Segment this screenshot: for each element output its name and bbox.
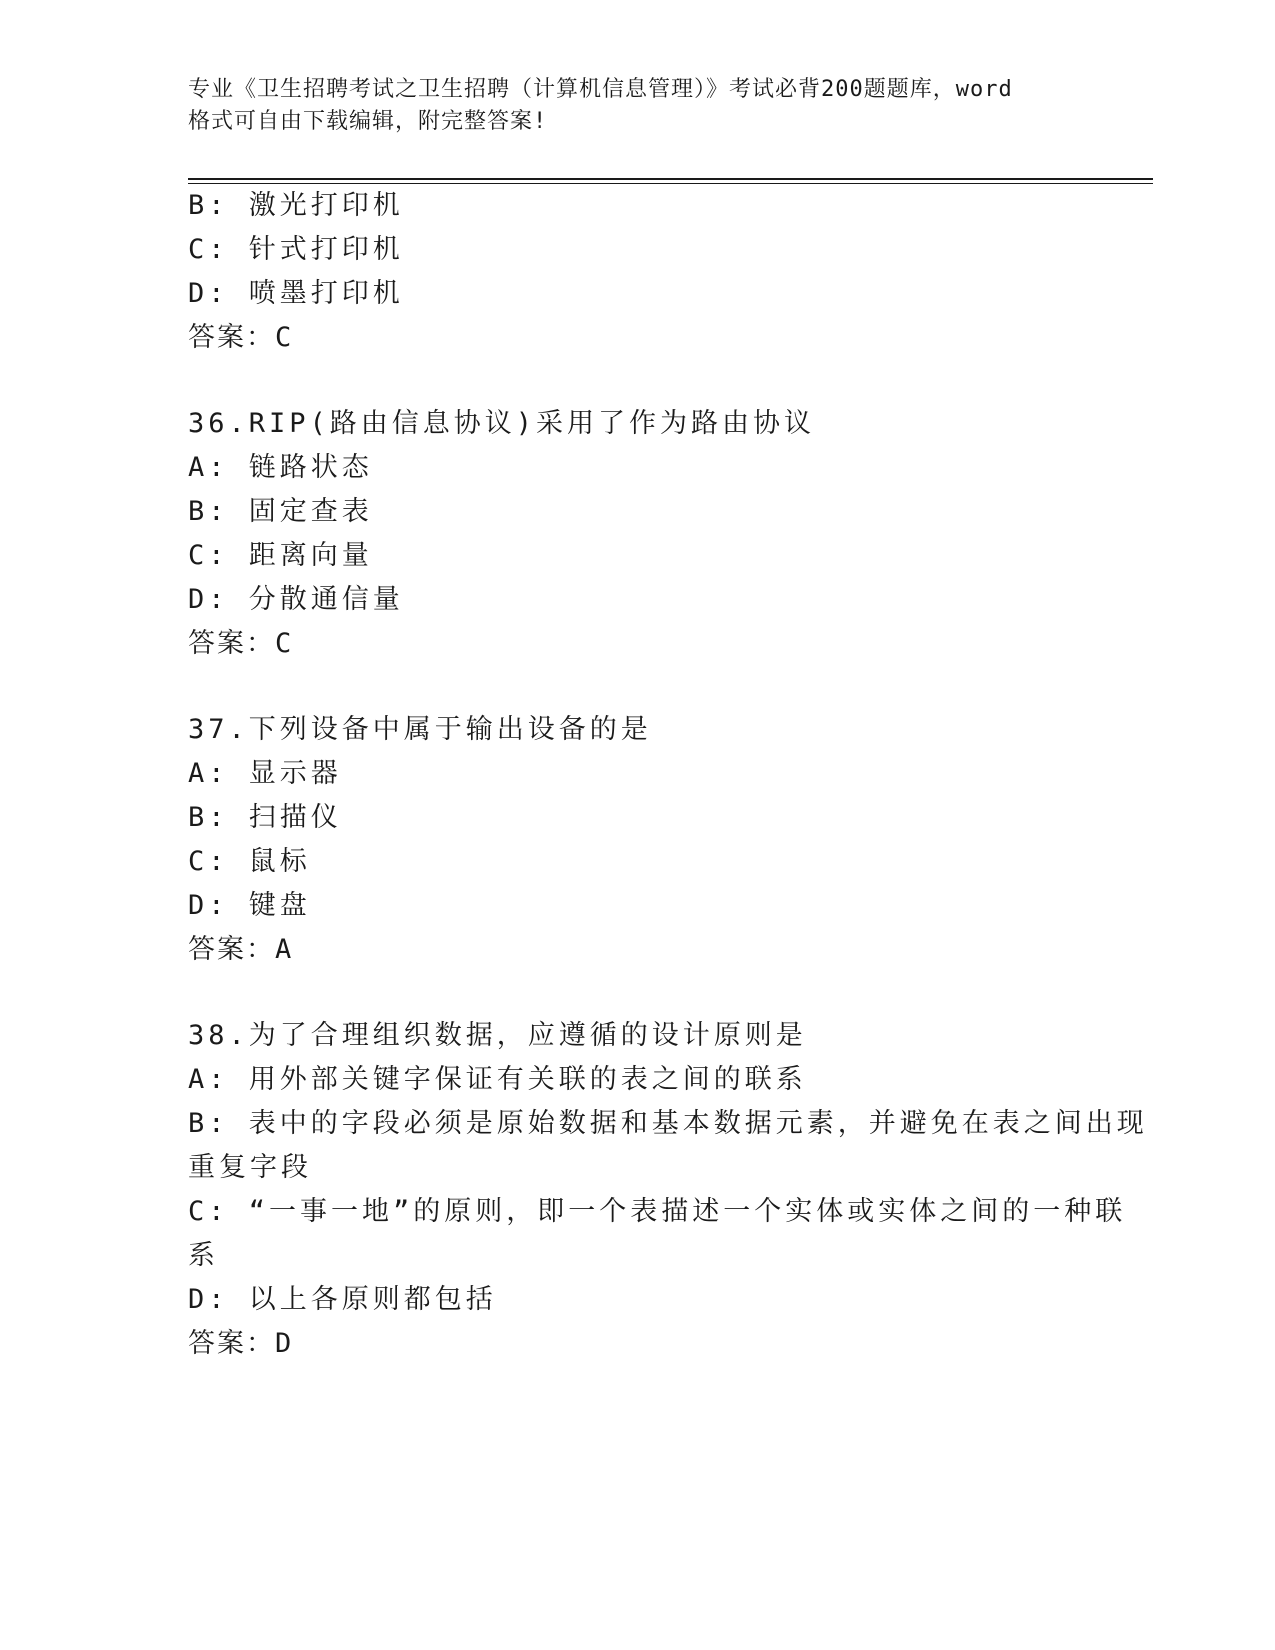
q36-answer: 答案：C (188, 628, 294, 659)
header-line-2: 格式可自由下载编辑，附完整答案! (188, 109, 548, 134)
q38-option-b-line-1: B: 表中的字段必须是原始数据和基本数据元素，并避免在表之间出现 (188, 1108, 1148, 1139)
q36-option-a: A: 链路状态 (188, 452, 373, 483)
q37-option-c: C: 鼠标 (188, 846, 311, 877)
q35-option-c: C: 针式打印机 (188, 234, 404, 265)
q37-option-d: D: 键盘 (188, 890, 311, 921)
q36-option-c: C: 距离向量 (188, 540, 373, 571)
header-divider-thick (188, 178, 1153, 180)
q38-answer: 答案：D (188, 1328, 294, 1359)
q35-option-b: B: 激光打印机 (188, 190, 404, 221)
q36-question: 36.RIP(路由信息协议)采用了作为路由协议 (188, 408, 816, 439)
q37-option-a: A: 显示器 (188, 758, 342, 789)
q37-option-b: B: 扫描仪 (188, 802, 342, 833)
q35-answer: 答案：C (188, 322, 294, 353)
q36-option-b: B: 固定查表 (188, 496, 373, 527)
q38-option-a: A: 用外部关键字保证有关联的表之间的联系 (188, 1064, 807, 1095)
document-header (188, 74, 1088, 138)
q38-option-c-line-1: C: “一事一地”的原则，即一个表描述一个实体或实体之间的一种联 (188, 1196, 1127, 1227)
q38-question: 38.为了合理组织数据，应遵循的设计原则是 (188, 1020, 807, 1051)
q36-option-d: D: 分散通信量 (188, 584, 404, 615)
q38-option-d: D: 以上各原则都包括 (188, 1284, 497, 1315)
q35-option-d: D: 喷墨打印机 (188, 278, 404, 309)
header-line-1: 专业《卫生招聘考试之卫生招聘（计算机信息管理）》考试必背200题题库，word (188, 77, 1013, 102)
q38-option-b-line-2: 重复字段 (188, 1152, 312, 1183)
header-divider-thin (188, 183, 1153, 184)
q37-answer: 答案：A (188, 934, 294, 965)
q38-option-c-line-2: 系 (188, 1240, 219, 1271)
q37-question: 37.下列设备中属于输出设备的是 (188, 714, 652, 745)
